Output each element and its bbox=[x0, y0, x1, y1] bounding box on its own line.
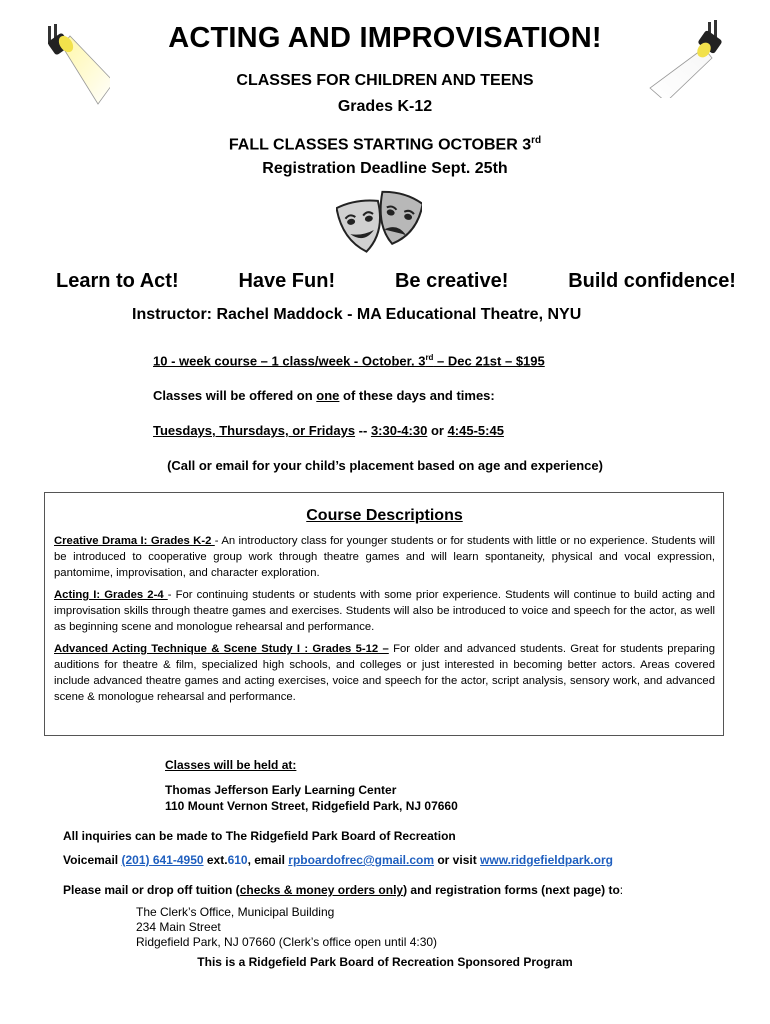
website-link[interactable]: www.ridgefieldpark.org bbox=[480, 853, 613, 867]
fall-classes-line bbox=[0, 135, 770, 154]
time-slot-1: 3:30-4:30 bbox=[370, 423, 428, 438]
location-address: 110 Mount Vernon Street, Ridgefield Park, NJ 07660 bbox=[165, 799, 458, 813]
inquiries-line: All inquiries can be made to The Ridgefield Park Board of Recreation bbox=[63, 829, 456, 843]
theatre-masks-icon bbox=[336, 190, 422, 260]
subtitle: CLASSES FOR CHILDREN AND TEENS bbox=[236, 72, 534, 89]
mail-payment: checks & money orders only bbox=[239, 883, 404, 897]
offered-a: Classes will be offered on bbox=[153, 388, 317, 403]
fall-classes-sup: rd bbox=[531, 135, 542, 146]
tagline-fun: Have Fun! bbox=[238, 270, 336, 292]
course-schedule-line bbox=[153, 353, 545, 368]
tagline-confidence: Build confidence! bbox=[568, 270, 736, 292]
fall-classes-text: FALL CLASSES STARTING OCTOBER 3 bbox=[228, 136, 532, 154]
mail-colon: : bbox=[619, 883, 624, 897]
mail-b: ) and registration forms (next page) to bbox=[403, 883, 620, 897]
email-link[interactable]: rpboardofrec@gmail.com bbox=[288, 853, 435, 867]
time-slot-2: 4:45-5:45 bbox=[447, 423, 504, 438]
times-or: or bbox=[427, 423, 448, 438]
course-description bbox=[54, 641, 715, 705]
mail-a: Please mail or drop off tuition ( bbox=[63, 883, 240, 897]
course-name: Acting I: Grades 2-4 bbox=[54, 589, 168, 601]
course-text: For older and advanced students. Great for students preparing auditions for theatre & film, specialized high schools, and colleges or just interested in becoming better actors. Areas covered include advanced theatre games and acting exercises, voice and speech for the actor, script analysis, sensory work, and advanced scene & monologue rehearsal and performance. bbox=[54, 643, 716, 703]
instructor-line: Instructor: Rachel Maddock - MA Educational Theatre, NYU bbox=[132, 306, 582, 323]
offered-line bbox=[153, 388, 495, 403]
taglines bbox=[56, 270, 736, 293]
clerk-address-line2: 234 Main Street bbox=[136, 920, 221, 934]
registration-deadline: Registration Deadline Sept. 25th bbox=[262, 160, 508, 177]
course-schedule-sup: rd bbox=[425, 353, 434, 362]
phone-link[interactable]: (201) 641-4950 bbox=[121, 853, 204, 867]
contact-line bbox=[63, 853, 613, 867]
course-schedule-a: 10 - week course – 1 class/week - October. 3 bbox=[153, 353, 426, 369]
grades-line: Grades K-12 bbox=[337, 98, 433, 115]
course-name: Creative Drama I: Grades K-2 bbox=[54, 535, 215, 547]
ext-number: 610 bbox=[227, 853, 248, 867]
placement-note: (Call or email for your child’s placement based on age and experience) bbox=[167, 458, 603, 473]
class-days: Tuesdays, Thursdays, or Fridays bbox=[153, 423, 356, 438]
ext-label: ext. bbox=[203, 853, 228, 867]
mail-instructions bbox=[63, 883, 623, 897]
course-descriptions-box bbox=[44, 492, 724, 736]
tagline-learn: Learn to Act! bbox=[56, 270, 179, 292]
course-description bbox=[54, 587, 715, 635]
course-text: - For continuing students or students with some prior experience. Students will continue to build acting and improvisation skills through theatre games and exercises. Students will also be introduced to voice and speech for the actor, as well as beginning scene and monologue rehearsal and performance. bbox=[54, 589, 716, 633]
course-schedule-b: – Dec 21st – $195 bbox=[433, 353, 545, 369]
location-heading: Classes will be held at: bbox=[165, 758, 297, 772]
course-descriptions-heading: Course Descriptions bbox=[306, 507, 463, 524]
page-title: ACTING AND IMPROVISATION! bbox=[168, 22, 602, 54]
voicemail-label: Voicemail bbox=[63, 853, 122, 867]
clerk-address-line1: The Clerk’s Office, Municipal Building bbox=[136, 905, 335, 919]
sponsor-line: This is a Ridgefield Park Board of Recreation Sponsored Program bbox=[197, 955, 573, 969]
times-line bbox=[153, 423, 504, 438]
course-description bbox=[54, 533, 715, 581]
visit-label: or visit bbox=[434, 853, 481, 867]
clerk-address-line3: Ridgefield Park, NJ 07660 (Clerk’s office open until 4:30) bbox=[136, 935, 438, 949]
course-text: - An introductory class for younger students or for students with little or no experience. Students will be introduced to cooperative group work through theatre games and will learn spontaneity, physical and vocal expression, pantomime, improvisation, and character exploration. bbox=[54, 535, 715, 579]
course-name: Advanced Acting Technique & Scene Study I : Grades 5-12 – bbox=[54, 643, 389, 655]
times-sep: -- bbox=[355, 423, 371, 438]
tagline-creative: Be creative! bbox=[394, 270, 509, 292]
offered-one: one bbox=[316, 388, 340, 403]
location-name: Thomas Jefferson Early Learning Center bbox=[165, 783, 397, 797]
offered-b: of these days and times: bbox=[339, 388, 495, 403]
email-label: , email bbox=[247, 853, 289, 867]
